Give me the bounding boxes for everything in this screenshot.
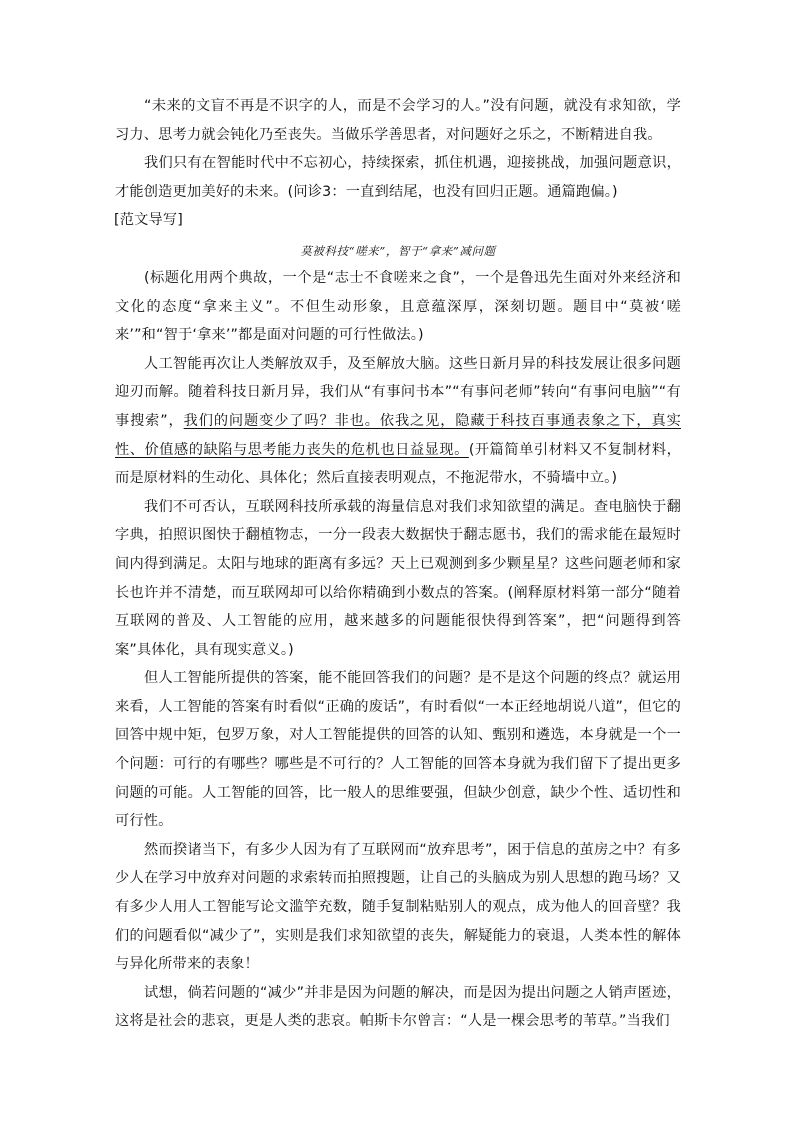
opening-text: 人工智能再次让人类解放双手，及至解放大脑。这些日新月异的科技发展让很多问题迎刃而解。随着科技日新月异，我们从“有事问书本”“有事问老师”转向“有事问电脑”“有事搜索”， [115,355,681,429]
paragraph-opening [115,350,681,493]
paragraph-title-comment: (标题化用两个典故，一个是“志士不食嗟来之食”，一个是鲁迅先生面对外来经济和文化的态度“拿来主义”。不但生动形象，且意蕴深厚，深刻切题。题目中“莫被‘嗟来’”和“智于‘拿来’”都是面对问题的可行性做法。) [115,269,681,344]
paragraph-giving-up-thinking: 然而揆诸当下，有多少人因为有了互联网而“放弃思考”，困于信息的茧房之中？有多少人在学习中放弃对问题的求索转而拍照搜题，让自己的头脑成为别人思想的跑马场？又有多少人用人工智能写论文滥竽充数，随手复制粘贴别人的观点，成为他人的回音壁？我们的问题看似“减少了”，实则是我们求知欲望的丧失，解疑能力的衰退，人类本性的解体与异化所带来的表象！ [115,841,681,973]
paragraph-imagine: 试想，倘若问题的“减少”并非是因为问题的解决，而是因为提出问题之人销声匿迹，这将是社会的悲哀，更是人类的悲哀。帕斯卡尔曾言：“人是一棵会思考的苇草。”当我们 [115,984,681,1030]
paragraph-ai-answers: 但人工智能所提供的答案，能不能回答我们的问题？是不是这个问题的终点？就运用来看，人工智能的答案有时看似“正确的废话”，有时看似“一本正经地胡说八道”，但它的回答中规中矩，包罗万象，对人工智能提供的回答的认知、甄别和遴选，本身就是一个一个问题：可行的有哪些？哪些是不可行的？人工智能的回答本身就为我们留下了提出更多问题的可能。人工智能的回答，比一般人的思维要强，但缺少创意，缺少个性、适切性和可行性。 [115,670,681,830]
section-label: [范文导写] [114,212,184,229]
paragraph-quote-conclusion: “未来的文盲不再是不识字的人，而是不会学习的人。”没有问题，就没有求知欲，学习力、思考力就会钝化乃至丧失。当做乐学善思者，对问题好之乐之，不断精进自我。 [115,98,681,143]
essay-title: 莫被科技“嗟来”，智于“拿来”减问题 [300,243,496,258]
paragraph-internet-info: 我们不可否认，互联网科技所承载的海量信息对我们求知欲望的满足。查电脑快于翻字典，拍照识图快于翻植物志，一分一段表大数据快于翻志愿书，我们的需求能在最短时间内得到满足。太阳与地球的距离有多远？天上已观测到多少颗星星？这些问题老师和家长也许并不清楚，而互联网却可以给你精确到小数点的答案。(阐释原材料第一部分“随着互联网的普及、人工智能的应用，越来越多的问题能很快得到答案”，把“问题得到答案”具体化，具有现实意义。) [115,498,681,658]
thesis-underlined: 我们的问题变少了吗？非也。依我之见，隐藏于科技百事通表象之下，真实性、价值感的缺陷与思考能力丧失的危机也日益显现。 [115,412,681,458]
document-page [115,92,681,1036]
paragraph-ending-diagnosis: 我们只有在智能时代中不忘初心，持续探索，抓住机遇，迎接挑战，加强问题意识，才能创造更加美好的未来。(问诊3：一直到结尾，也没有回归正题。通篇跑偏。) [115,155,681,200]
opening-comment: (开篇简单引材料又不复制材料，而是原材料的生动化、具体化；然后直接表明观点，不拖泥带水，不骑墙中立。) [115,441,681,487]
